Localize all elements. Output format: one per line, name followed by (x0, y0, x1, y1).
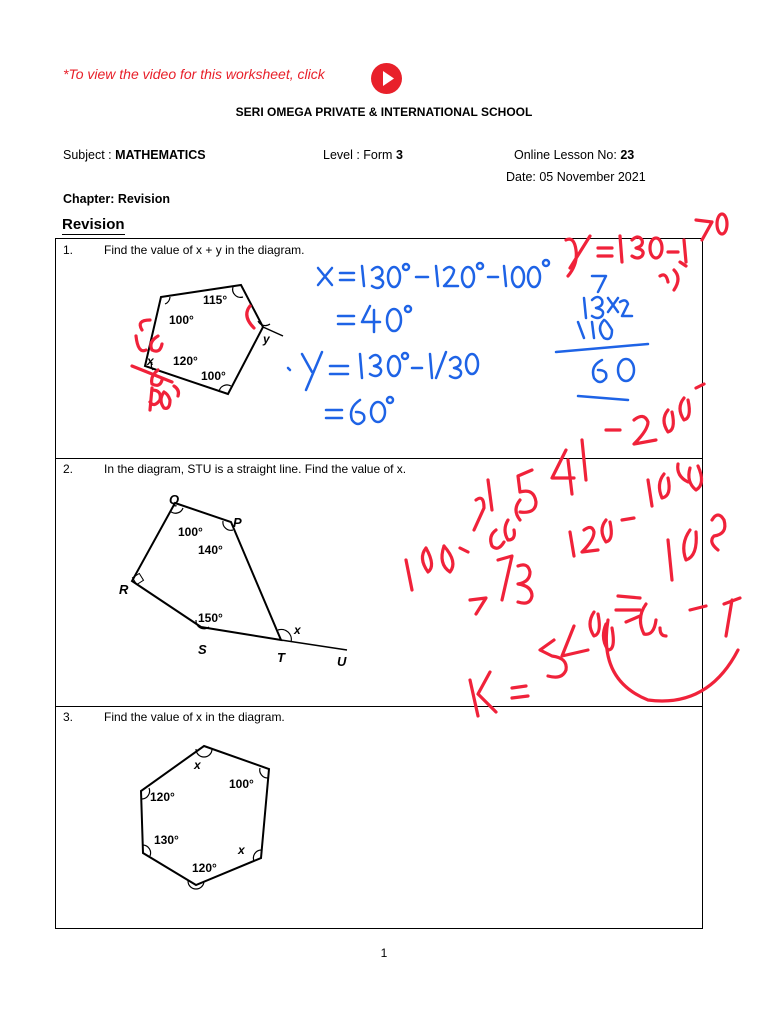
angle-label: 150° (198, 611, 223, 625)
angle-label: 120° (150, 790, 175, 804)
vertex-label: P (233, 515, 242, 530)
question-text: In the diagram, STU is a straight line. Find the value of x. (104, 462, 407, 476)
subject-label: Subject : (63, 148, 116, 162)
lesson-label: Online Lesson No: (514, 148, 621, 162)
subject-value: MATHEMATICS (115, 148, 206, 162)
angle-label: 100° (201, 369, 226, 383)
level-line (323, 148, 403, 162)
section-title: Revision (62, 216, 125, 233)
date: Date: 05 November 2021 (506, 170, 646, 184)
page-number: 1 (380, 946, 388, 960)
vertex-label: U (337, 654, 347, 669)
play-video-button[interactable] (371, 63, 402, 94)
question-number: 1. (63, 243, 74, 257)
vertex-label: S (198, 642, 207, 657)
level-value: 3 (395, 148, 403, 162)
vertex-label: T (277, 650, 285, 665)
angle-label: 120° (173, 354, 198, 368)
vertex-label: Q (169, 492, 180, 507)
level-label: Level : Form (323, 148, 396, 162)
lesson-value: 23 (620, 148, 635, 162)
angle-label: 140° (198, 543, 223, 557)
play-icon (371, 63, 402, 94)
angle-label: x (238, 843, 245, 857)
row-divider (55, 458, 703, 459)
pentagon-diagram (125, 282, 305, 402)
angle-label: 120° (192, 861, 217, 875)
question-text: Find the value of x in the diagram. (104, 710, 285, 724)
angle-label: 130° (154, 833, 179, 847)
angle-label: y (263, 332, 270, 346)
angle-label: 115° (203, 293, 228, 307)
angle-label: x (194, 758, 201, 772)
quadrilateral-diagram (112, 490, 357, 670)
subject-line (63, 148, 206, 162)
angle-label: x (294, 623, 301, 637)
angle-label: x (147, 354, 154, 368)
question-number: 3. (63, 710, 74, 724)
video-note: *To view the video for this worksheet, click (63, 66, 325, 82)
row-divider (55, 706, 703, 707)
school-name: SERI OMEGA PRIVATE & INTERNATIONAL SCHOOL (235, 105, 533, 119)
chapter: Chapter: Revision (63, 192, 170, 206)
question-number: 2. (63, 462, 74, 476)
vertex-label: R (119, 582, 129, 597)
angle-label: 100° (229, 777, 254, 791)
angle-label: 100° (169, 313, 194, 327)
question-text: Find the value of x + y in the diagram. (104, 243, 305, 257)
angle-label: 100° (178, 525, 203, 539)
lesson-line (514, 148, 634, 162)
hexagon-diagram (130, 738, 280, 893)
